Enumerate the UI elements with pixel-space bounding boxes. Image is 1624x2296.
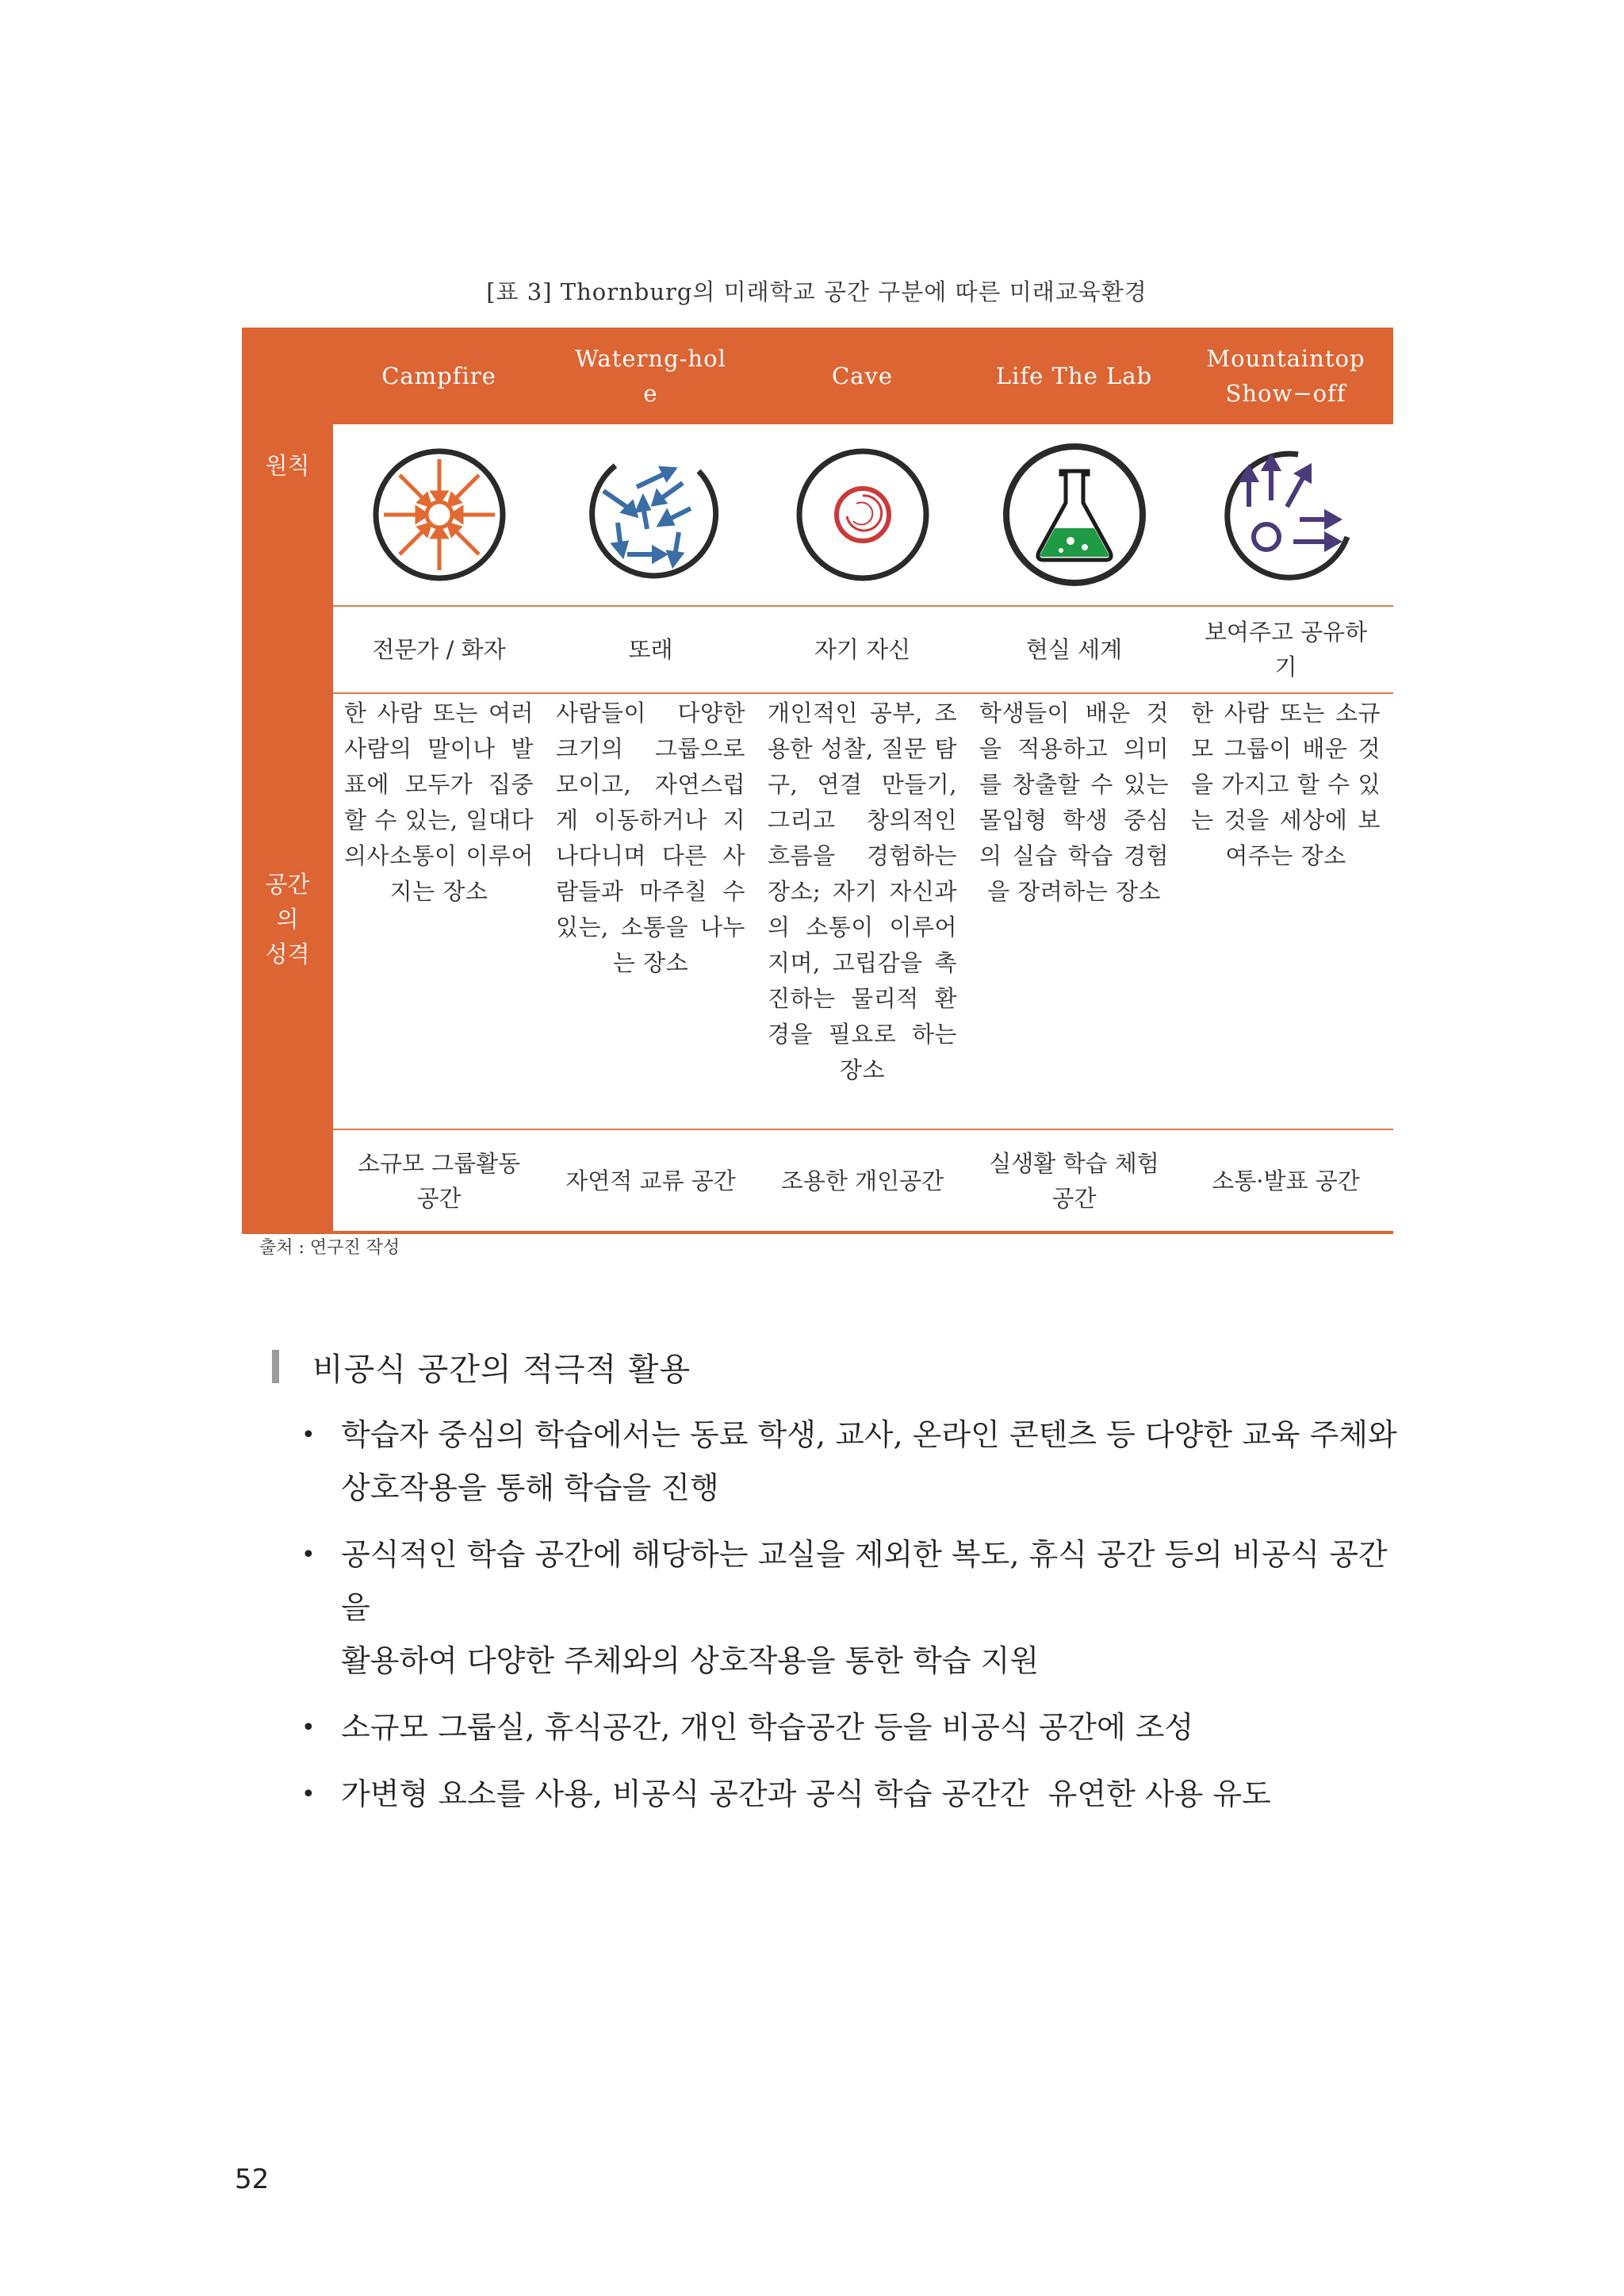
header-watering-hole (545, 328, 756, 424)
bullet-line: 가변형 요소를 사용, 비공식 공간과 공식 학습 공간간 유연한 사용 유도 (341, 1777, 1271, 1811)
header-text: Mountaintop (1206, 345, 1365, 372)
list-item (301, 1768, 1411, 1821)
table-source: 출처 : 연구진 작성 (259, 1238, 400, 1258)
page-number: 52 (235, 2164, 270, 2195)
keyword-text: 기 (1274, 654, 1297, 680)
bullet-list (301, 1409, 1411, 1834)
list-item (301, 1409, 1411, 1515)
space-text: 공간 (1051, 1184, 1097, 1212)
thornburg-table (242, 328, 1393, 1234)
header-text: Cave (831, 362, 894, 389)
header-text: Waterng-hol (575, 345, 726, 372)
description-cell: 개인적인 공부, 조용한 성찰, 질문 탐구, 연결 만들기, 그리고 창의적인 흐름을 경험하는 장소; 자기 자신과의 소통이 이루어지며, 고립감을 촉진하는 물리적 환경을 필요로 하는 장소 (768, 700, 957, 1083)
table-caption: [표 3] Thornburg의 미래학교 공간 구분에 따른 미래교육환경 (486, 278, 1147, 305)
bullet-line: 학습자 중심의 학습에서는 동료 학생, 교사, 온라인 콘텐츠 등 다양한 교육 주체와 (341, 1417, 1397, 1452)
keyword-cell (968, 607, 1180, 692)
bullet-line: 상호작용을 통해 학습을 진행 (341, 1470, 719, 1505)
header-mountaintop (1180, 328, 1392, 424)
space-cell (1180, 1130, 1392, 1231)
description-cell: 한 사람 또는 여러 사람의 말이나 발표에 모두가 집중할 수 있는, 일대다 의사소통이 이루어지는 장소 (344, 700, 534, 905)
bullet-line: 소규모 그룹실, 휴식공간, 개인 학습공간 등을 비공식 공간에 조성 (341, 1710, 1194, 1745)
keyword-cell (545, 607, 756, 692)
description-cell: 학생들이 배운 것을 적용하고 의미를 창출할 수 있는 몰입형 학생 중심의 실습 학습 경험을 장려하는 장소 (979, 700, 1169, 905)
description-cell: 사람들이 다양한 크기의 그룹으로 모이고, 자연스럽게 이동하거나 지나다니며 다른 사람들과 마주칠 수 있는, 소통을 나누는 장소 (556, 700, 745, 976)
bullet-dot-icon: • (301, 1780, 316, 1808)
keyword-cell (756, 607, 968, 692)
keyword-cell (333, 607, 545, 692)
space-cell (756, 1130, 968, 1231)
keyword-text: 현실 세계 (1025, 636, 1123, 663)
bullet-line: 공식적인 학습 공간에 해당하는 교실을 제외한 복도, 휴식 공간 등의 비공식 공간을 (341, 1537, 1388, 1625)
space-text: 자연적 교류 공간 (565, 1167, 736, 1194)
space-cell (968, 1130, 1180, 1231)
bullet-line: 활용하여 다양한 주체와의 상호작용을 통한 학습 지원 (341, 1643, 1040, 1678)
keyword-text: 또래 (628, 636, 673, 663)
header-text: e (643, 380, 658, 407)
mountaintop-icon (1180, 424, 1392, 605)
list-item (301, 1701, 1411, 1754)
space-text: 조용한 개인공간 (780, 1167, 944, 1194)
space-text: 공간 (416, 1184, 462, 1212)
table-bottom-border (333, 1231, 1393, 1234)
row-label-nature-line: 의 (276, 906, 299, 933)
space-text: 소규모 그룹활동 (357, 1149, 521, 1177)
bullet-dot-icon: • (301, 1541, 316, 1569)
flask-icon (968, 424, 1180, 605)
watering-hole-icon (545, 424, 756, 605)
keyword-text: 전문가 / 화자 (372, 636, 506, 663)
header-text: Show−off (1225, 380, 1346, 407)
row-label-column (242, 328, 333, 1234)
keyword-text: 보여주고 공유하 (1204, 619, 1368, 646)
list-item (301, 1528, 1411, 1688)
section-marker (272, 1350, 279, 1383)
header-campfire (333, 328, 545, 424)
header-life-the-lab (968, 328, 1180, 424)
section-title: 비공식 공간의 적극적 활용 (312, 1351, 691, 1388)
keyword-cell (1180, 607, 1392, 692)
icon-row (333, 424, 1393, 605)
header-text: Life The Lab (995, 362, 1153, 389)
space-text: 실생활 학습 체험 (989, 1149, 1159, 1177)
row-label-principle: 원칙 (265, 452, 310, 479)
space-text: 소통·발표 공간 (1212, 1167, 1360, 1194)
row-label-nature-line: 성격 (265, 941, 310, 968)
row-divider (333, 692, 1393, 694)
cave-icon (756, 424, 968, 605)
campfire-icon (333, 424, 545, 605)
keyword-text: 자기 자신 (814, 636, 911, 663)
row-label-nature (242, 867, 333, 972)
header-text: Campfire (381, 362, 496, 389)
header-cave (756, 328, 968, 424)
table-header-row (333, 328, 1393, 424)
row-label-nature-line: 공간 (265, 871, 310, 898)
description-cell: 한 사람 또는 소규모 그룹이 배운 것을 가지고 할 수 있는 것을 세상에 보여주는 장소 (1191, 700, 1381, 869)
bullet-dot-icon: • (301, 1421, 316, 1449)
space-cell (333, 1130, 545, 1231)
section-heading (272, 1347, 691, 1386)
bullet-dot-icon: • (301, 1714, 316, 1742)
space-cell (545, 1130, 756, 1231)
